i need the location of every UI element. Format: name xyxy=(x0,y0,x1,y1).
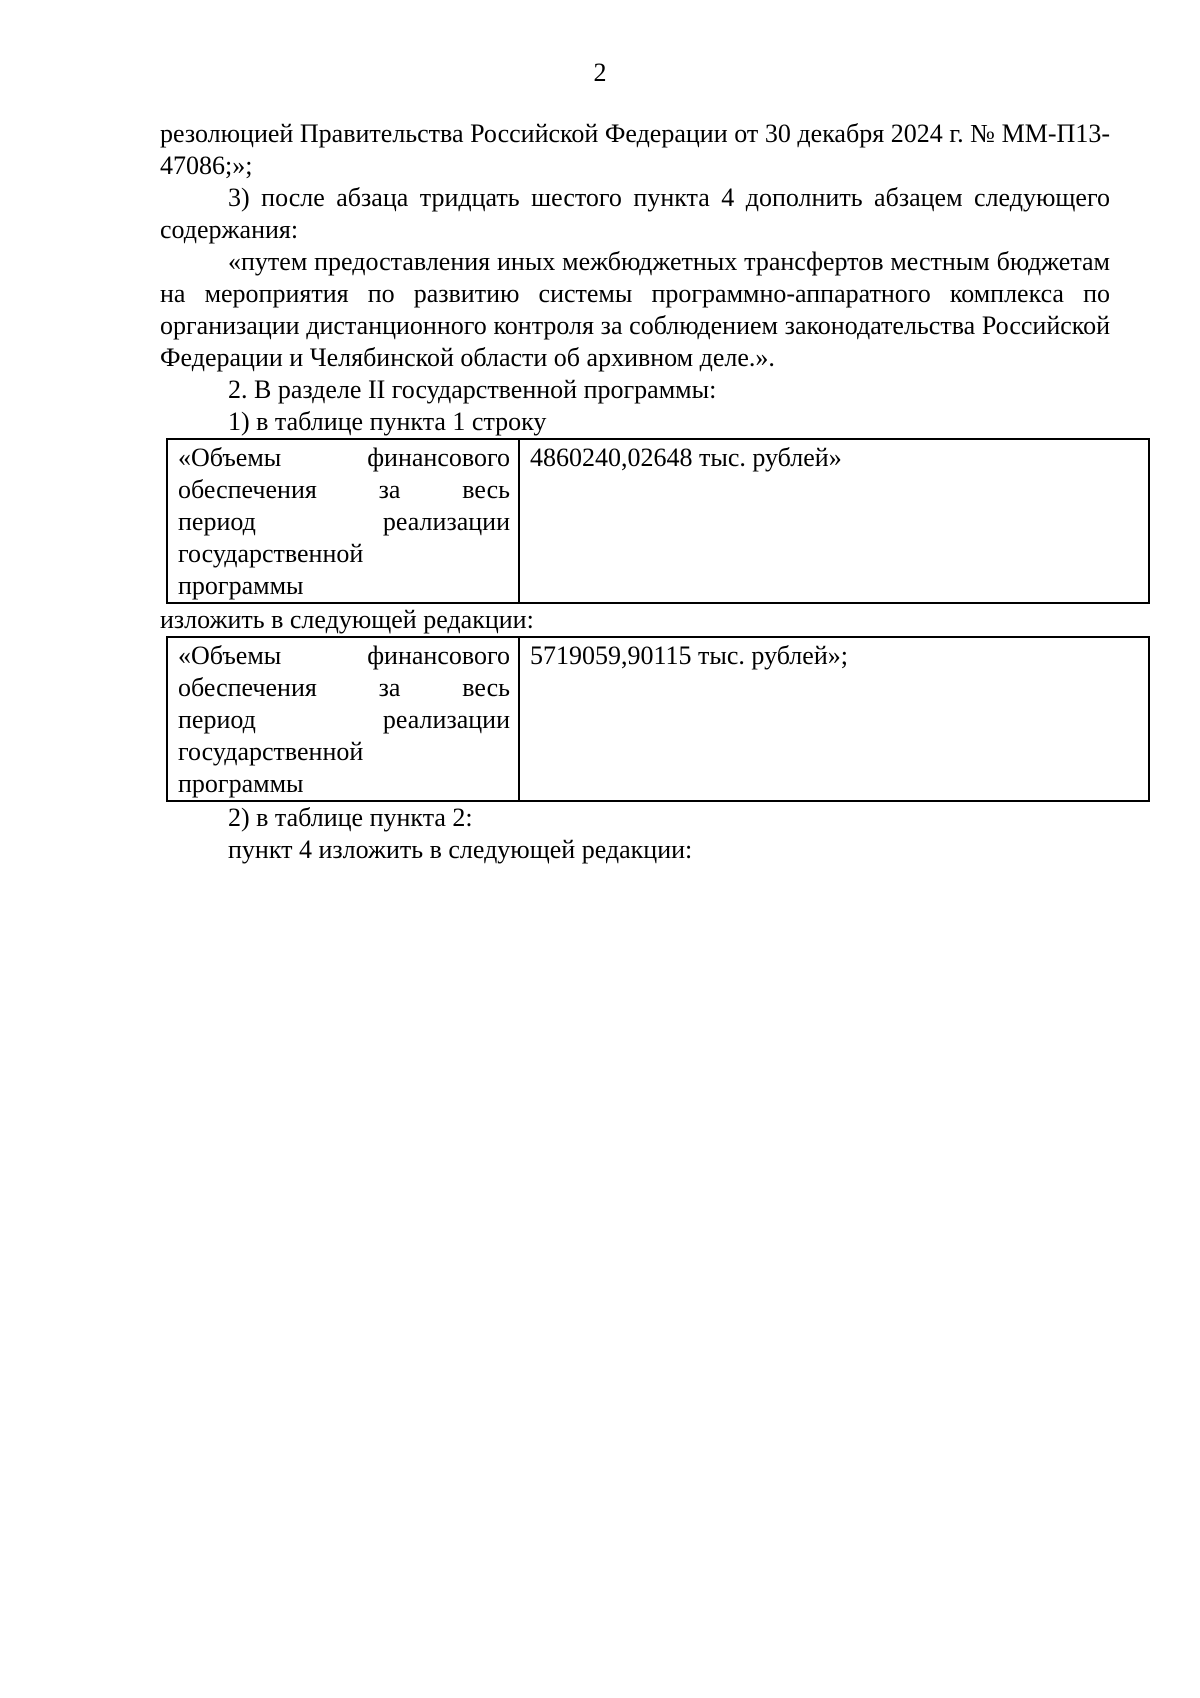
table-value-cell: 4860240,02648 тыс. рублей» xyxy=(519,439,1149,603)
table-label-line: программы xyxy=(178,769,304,798)
table-label-cell xyxy=(167,439,519,603)
table-label-line: период реализации xyxy=(178,705,510,734)
paragraph-point-4-edition: пункт 4 изложить в следующей редакции: xyxy=(228,835,693,864)
paragraph-table-1-intro: 1) в таблице пункта 1 строку xyxy=(228,407,547,436)
table-row xyxy=(167,439,1149,603)
table-value-cell: 5719059,90115 тыс. рублей»; xyxy=(519,637,1149,801)
table-old-funding xyxy=(166,438,1150,604)
paragraph-amendment-3: 3) после абзаца тридцать шестого пункта 4 дополнить абзацем следующего содержания: xyxy=(160,183,1110,244)
paragraph-new-edition: изложить в следующей редакции: xyxy=(160,605,534,634)
paragraph-section-2: 2. В разделе II государственной программы: xyxy=(228,375,717,404)
table-label-line: «Объемы финансового xyxy=(178,443,510,472)
paragraph-inserted-text: «путем предоставления иных межбюджетных трансфертов местным бюджетам на мероприятия по развитию системы программно-аппаратного комплекса по организации дистанционного контроля за соблюдением законодательства Российской Федерации и Челябинской области об архивном деле.». xyxy=(160,247,1110,372)
paragraph-table-2-intro: 2) в таблице пункта 2: xyxy=(228,803,473,832)
table-row xyxy=(167,637,1149,801)
table-label-line: программы xyxy=(178,571,304,600)
document-body xyxy=(160,118,1110,866)
table-new-funding xyxy=(166,636,1150,802)
page-number: 2 xyxy=(593,58,607,87)
table-label-line: обеспечения за весь xyxy=(178,475,510,504)
table-label-line: период реализации xyxy=(178,507,510,536)
table-label-line: обеспечения за весь xyxy=(178,673,510,702)
table-label-line: государственной xyxy=(178,737,364,766)
table-label-cell xyxy=(167,637,519,801)
table-label-line: «Объемы финансового xyxy=(178,641,510,670)
paragraph-resolution-reference: резолюцией Правительства Российской Федерации от 30 декабря 2024 г. № ММ-П13-47086;»; xyxy=(160,119,1110,180)
table-label-line: государственной xyxy=(178,539,364,568)
